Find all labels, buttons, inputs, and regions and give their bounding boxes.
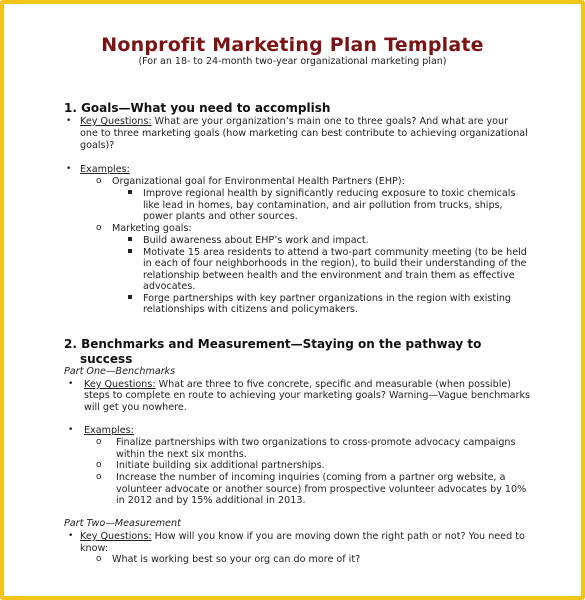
text-line: steps to complete en route to achieving your marketing goals? Warning—Vague benchmarks bbox=[84, 390, 531, 401]
circle-bullet-icon: o bbox=[96, 437, 102, 447]
document-body bbox=[4, 4, 581, 596]
text-line: relationship between health and the environment and train them as effective bbox=[143, 270, 515, 281]
text-line: know: bbox=[80, 543, 109, 554]
bullet-icon: • bbox=[68, 379, 74, 389]
text-line: Improve regional health by significantly reducing exposure to toxic chemicals bbox=[143, 188, 516, 199]
section1-heading: 1. Goals—What you need to accomplish bbox=[64, 101, 331, 115]
circle-bullet-icon: o bbox=[96, 554, 102, 564]
key-questions-text: What are your organization’s main one to three goals? And what are your bbox=[151, 116, 509, 127]
text-line: Initiate building six additional partnerships. bbox=[116, 460, 325, 471]
text-line: goals)? bbox=[80, 140, 115, 151]
section2-heading-cont: success bbox=[80, 352, 133, 366]
section2-heading: 2. Benchmarks and Measurement—Staying on the pathway to bbox=[64, 337, 482, 351]
section1-key-questions bbox=[80, 116, 508, 127]
key-questions-label: Key Questions: bbox=[80, 531, 152, 542]
circle-bullet-icon: o bbox=[96, 176, 102, 186]
section2-key-questions bbox=[84, 379, 511, 390]
document-subtitle: (For an 18- to 24-month two-year organizational marketing plan) bbox=[138, 56, 447, 67]
examples-label: Examples: bbox=[84, 425, 134, 436]
example-label: Organizational goal for Environmental Health Partners (EHP): bbox=[112, 176, 405, 187]
text-line: in 2012 and by 15% additional in 2013. bbox=[116, 495, 306, 506]
text-line: will get you nowhere. bbox=[84, 402, 187, 413]
bullet-icon: • bbox=[66, 164, 72, 174]
square-bullet-icon bbox=[128, 190, 132, 194]
text-line: What is working best so your org can do more of it? bbox=[112, 554, 361, 565]
text-line: Increase the number of incoming inquiries (coming from a partner org website, a bbox=[116, 472, 506, 483]
text-line: within the next six months. bbox=[116, 449, 247, 460]
text-line: volunteer advocate or another source) from prospective volunteer advocates by 10% bbox=[116, 484, 527, 495]
text-line: relationships with citizens and policymakers. bbox=[143, 304, 358, 315]
bullet-icon: • bbox=[68, 531, 74, 541]
text-line: like lead in homes, bay contamination, and air pollution from trucks, ships, bbox=[143, 200, 503, 211]
text-line: power plants and other sources. bbox=[143, 211, 298, 222]
text-line: Motivate 15 area residents to attend a two-part community meeting (to be held bbox=[143, 247, 527, 258]
document-title: Nonprofit Marketing Plan Template bbox=[101, 34, 484, 56]
text-line: advocates. bbox=[143, 281, 196, 292]
key-questions-label: Key Questions: bbox=[84, 379, 156, 390]
key-questions-label: Key Questions: bbox=[80, 116, 152, 127]
examples-label: Examples: bbox=[80, 164, 130, 175]
square-bullet-icon bbox=[128, 295, 132, 299]
key-questions-text: What are three to five concrete, specific and measurable (when possible) bbox=[155, 379, 512, 390]
part-one-label: Part One—Benchmarks bbox=[64, 366, 176, 377]
part-two-label: Part Two—Measurement bbox=[64, 518, 181, 529]
circle-bullet-icon: o bbox=[96, 223, 102, 233]
section2-key-questions-2 bbox=[80, 531, 525, 542]
text-line: in each of four neighborhoods in the region), to build their understanding of the bbox=[143, 258, 527, 269]
bullet-icon: • bbox=[66, 116, 72, 126]
text-line: one to three marketing goals (how marketing can best contribute to achieving organizational bbox=[80, 128, 528, 139]
circle-bullet-icon: o bbox=[96, 472, 102, 482]
text-line: Build awareness about EHP’s work and impact. bbox=[143, 235, 369, 246]
example-label: Marketing goals: bbox=[112, 223, 192, 234]
key-questions-text: How will you know if you are moving down the right path or not? You need to bbox=[151, 531, 525, 542]
square-bullet-icon bbox=[128, 237, 132, 241]
text-line: Finalize partnerships with two organizations to cross-promote advocacy campaigns bbox=[116, 437, 516, 448]
bullet-icon: • bbox=[68, 425, 74, 435]
square-bullet-icon bbox=[128, 249, 132, 253]
text-line: Forge partnerships with key partner organizations in the region with existing bbox=[143, 293, 511, 304]
circle-bullet-icon: o bbox=[96, 460, 102, 470]
